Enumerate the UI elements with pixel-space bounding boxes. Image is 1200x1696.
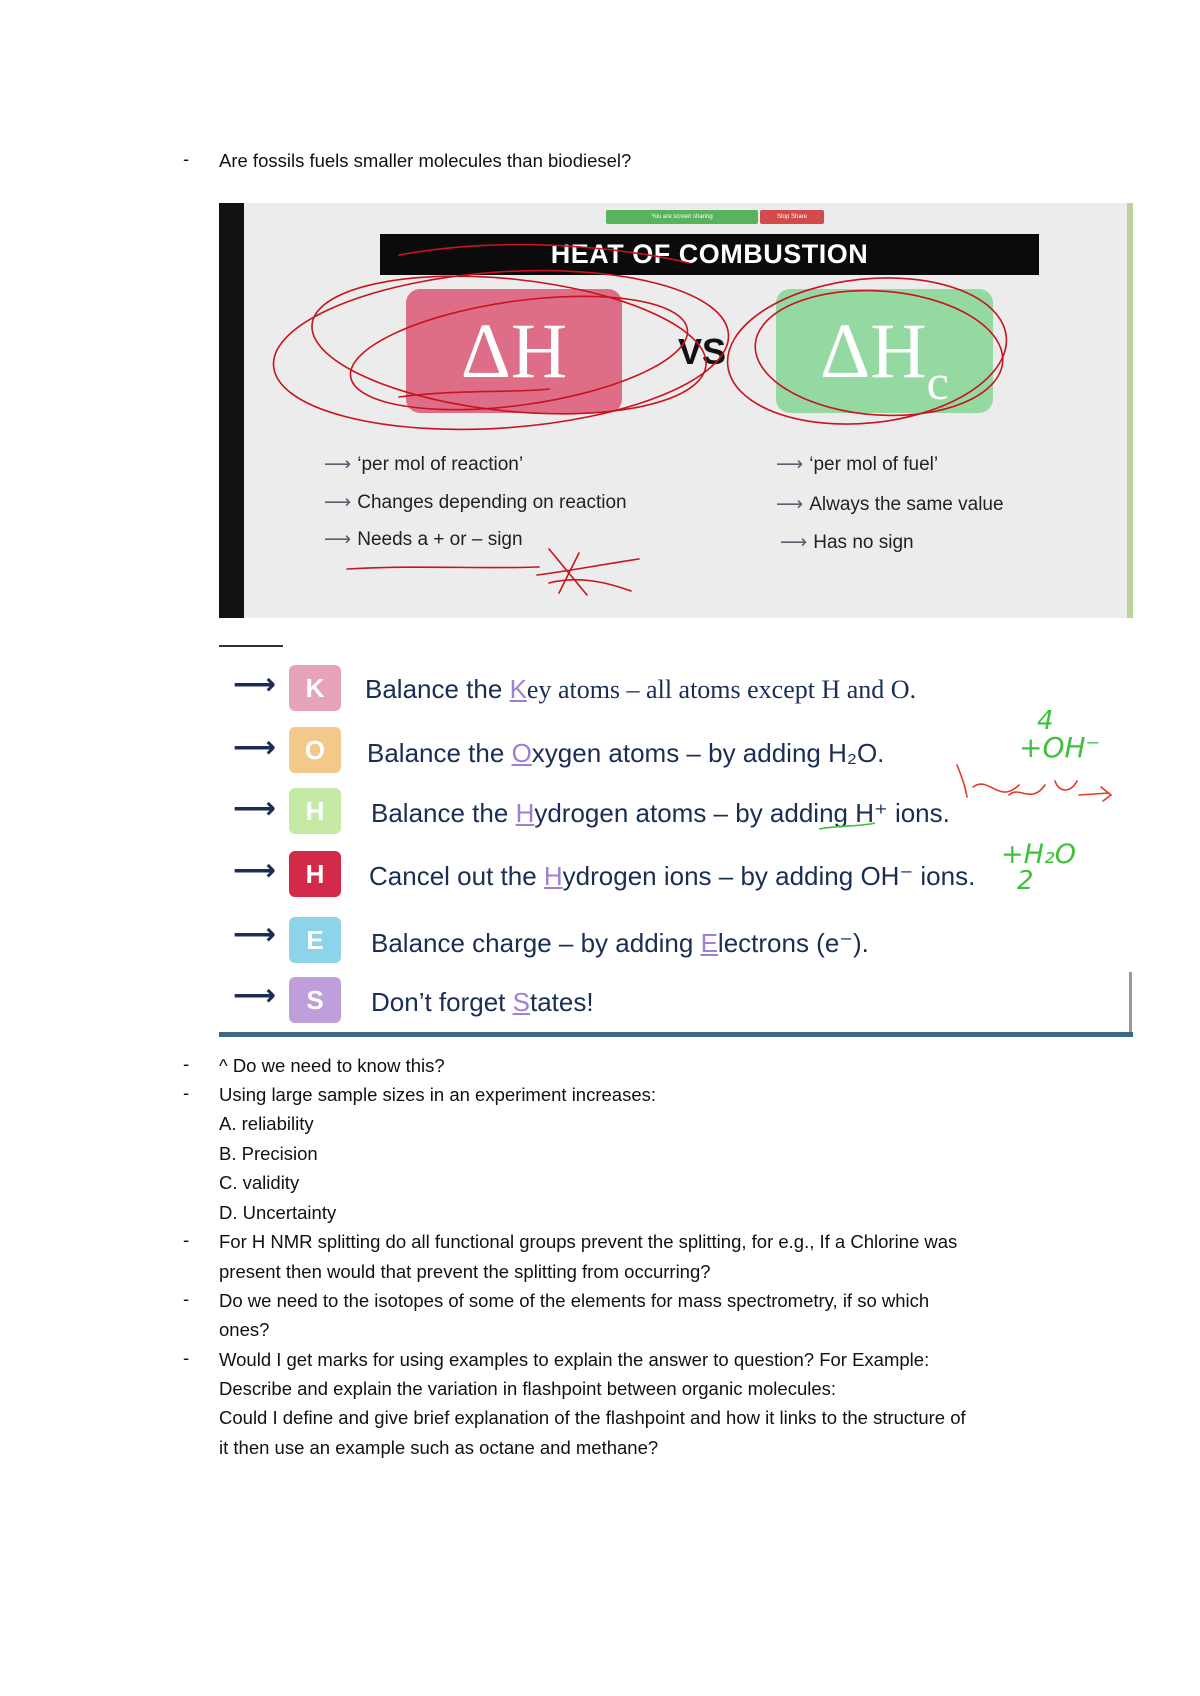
- handwritten-number: 4: [1037, 706, 1054, 736]
- question-marks-line2: Describe and explain the variation in flashpoint between organic molecules:: [219, 1378, 837, 1399]
- question-isotopes-line2: ones?: [219, 1319, 270, 1340]
- answer-option: C. validity: [219, 1172, 300, 1193]
- bullet-dash: -: [183, 1288, 190, 1309]
- step-prefix: Cancel out the: [369, 861, 544, 891]
- green-handwriting: [219, 645, 1133, 1037]
- answer-option: D. Uncertainty: [219, 1202, 337, 1223]
- arrow-icon: ⟶: [324, 492, 352, 513]
- arrow-icon: ⟶: [776, 494, 804, 515]
- question-marks-line4: it then use an example such as octane and methane?: [219, 1437, 659, 1458]
- question-need-to-know: ^ Do we need to know this?: [219, 1055, 445, 1076]
- arrow-icon: ⟶: [776, 454, 804, 475]
- question-fossil-fuels: Are fossils fuels smaller molecules than biodiesel?: [219, 150, 632, 171]
- right-bullet-text: Has no sign: [813, 532, 914, 553]
- step-suffix: xygen atoms – by adding H₂O.: [531, 738, 885, 768]
- step-highlight: O: [511, 738, 532, 768]
- step-suffix: lectrons (e⁻).: [717, 928, 869, 958]
- badge-k: K: [289, 665, 341, 711]
- red-pen-annotations: [219, 203, 1133, 618]
- step-prefix: Balance the: [365, 674, 510, 704]
- step-suffix: tates!: [529, 987, 594, 1017]
- arrow-icon: ⟶: [233, 668, 277, 701]
- stop-share-button[interactable]: Stop Share: [760, 210, 824, 224]
- bullet-dash: -: [183, 148, 190, 169]
- bullet-dash: -: [183, 1082, 190, 1103]
- delta-h-label: ΔH: [460, 307, 568, 394]
- badge-e: E: [289, 917, 341, 963]
- bullet-dash: -: [183, 1053, 190, 1074]
- step-suffix: ydrogen atoms – by adding H⁺ ions.: [534, 798, 950, 828]
- arrow-icon: ⟶: [233, 854, 277, 887]
- left-bullet-text: Needs a + or – sign: [357, 529, 523, 550]
- badge-s: S: [289, 977, 341, 1023]
- step-highlight: K: [509, 674, 527, 704]
- slide-title: HEAT OF COMBUSTION: [380, 234, 1039, 275]
- arrow-icon: ⟶: [233, 731, 277, 764]
- bullet-dash: -: [183, 1347, 190, 1368]
- question-marks-line3: Could I define and give brief explanation of the flashpoint and how it links to the structure of: [219, 1407, 966, 1428]
- badge-o: O: [289, 727, 341, 773]
- bullet-dash: -: [183, 1229, 190, 1250]
- arrow-icon: ⟶: [233, 918, 277, 951]
- question-nmr-line1: For H NMR splitting do all functional groups prevent the splitting, for e.g., If a Chlorine was: [219, 1231, 958, 1252]
- step-prefix: Balance charge – by adding: [371, 928, 701, 958]
- answer-option: A. reliability: [219, 1113, 314, 1134]
- step-suffix: ydrogen ions – by adding OH⁻ ions.: [562, 861, 976, 891]
- arrow-icon: ⟶: [780, 532, 808, 553]
- step-highlight: H: [543, 861, 563, 891]
- handwritten-oh: +OH⁻: [1019, 731, 1101, 764]
- handwritten-h2o: +H₂O: [1001, 839, 1077, 870]
- left-bullet-text: ‘per mol of reaction’: [357, 454, 524, 475]
- step-highlight: S: [512, 987, 530, 1017]
- delta-hc-label: ΔH: [820, 307, 927, 394]
- question-sample-sizes: Using large sample sizes in an experiment increases:: [219, 1084, 657, 1105]
- badge-h-cancel: H: [289, 851, 341, 897]
- arrow-icon: ⟶: [233, 792, 277, 825]
- step-prefix: Balance the: [367, 738, 512, 768]
- step-prefix: Balance the: [371, 798, 516, 828]
- right-bullet-text: ‘per mol of fuel’: [809, 454, 939, 475]
- left-bullet-text: Changes depending on reaction: [357, 492, 627, 513]
- step-suffix: ey atoms – all atoms except H and O.: [526, 675, 917, 704]
- arrow-icon: ⟶: [324, 529, 352, 550]
- step-prefix: Don’t forget: [371, 987, 513, 1017]
- right-bullet-text: Always the same value: [809, 494, 1004, 515]
- question-isotopes-line1: Do we need to the isotopes of some of the elements for mass spectrometry, if so which: [219, 1290, 930, 1311]
- answer-option: B. Precision: [219, 1143, 318, 1164]
- vs-label: VS: [678, 331, 727, 372]
- question-marks-line1: Would I get marks for using examples to explain the answer to question? For Example:: [219, 1349, 930, 1370]
- step-highlight: H: [515, 798, 535, 828]
- step-highlight: E: [700, 928, 718, 958]
- badge-h-balance: H: [289, 788, 341, 834]
- arrow-icon: ⟶: [324, 454, 352, 475]
- screen-share-bar: You are screen sharing: [606, 210, 758, 224]
- arrow-icon: ⟶: [233, 979, 277, 1012]
- heat-of-combustion-slide: [219, 203, 1133, 618]
- handwritten-number: 2: [1017, 866, 1034, 896]
- question-nmr-line2: present then would that prevent the splitting from occurring?: [219, 1261, 711, 1282]
- kohhes-slide: [219, 645, 1133, 1035]
- delta-hc-subscript: c: [926, 354, 949, 410]
